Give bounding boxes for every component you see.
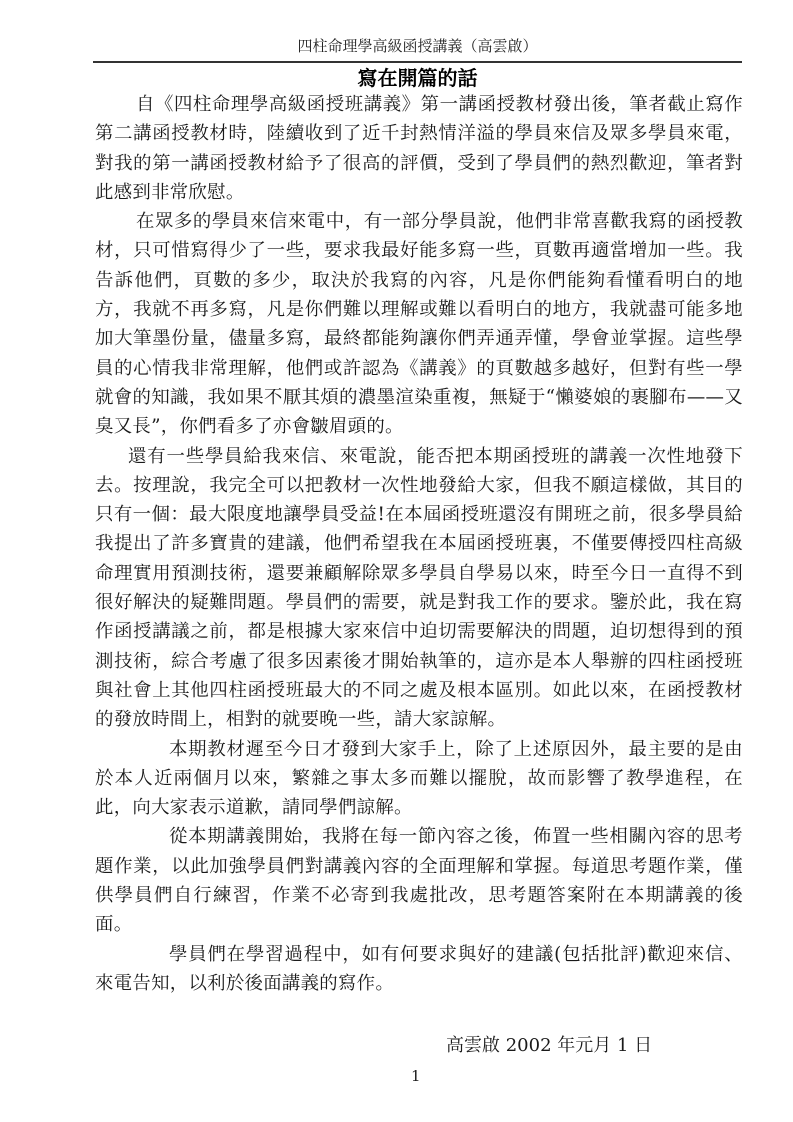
paragraph-2: 在眾多的學員來信來電中，有一部分學員說，他們非常喜歡我寫的函授教材，只可惜寫得少了一些，要求我最好能多寫一些，頁數再適當增加一些。我告訴他們，頁數的多少，取決於我寫的內容，凡是你們能夠看懂看明白的地方，我就不再多寫，凡是你們難以理解或難以看明白的地方，我就盡可能多地加大筆墨份量，儘量多寫，最終都能夠讓你們弄通弄懂，學會並掌握。這些學員的心情我非常理解，他們或許認為《講義》的頁數越多越好，但對有些一學就會的知識，我如果不厭其煩的濃墨渲染重複，無疑于“懶婆娘的裹腳布——又臭又長”，你們看多了亦會皺眉頭的。 xyxy=(95,211,743,438)
paragraph-5: 從本期講義開始，我將在每一節內容之後，佈置一些相關內容的思考題作業，以此加強學員們對講義內容的全面理解和掌握。每道思考題作業，僅供學員們自行練習，作業不必寄到我處批改，思考題答案附在本期講義的後面。 xyxy=(95,826,743,936)
signature-date: 高雲啟 2002 年元月 1 日 xyxy=(446,1035,653,1056)
header-rule xyxy=(93,61,742,63)
document-body xyxy=(95,90,743,998)
page-number: 1 xyxy=(411,1067,421,1085)
paragraph-6: 學員們在學習過程中，如有何要求與好的建議(包括批評)歡迎來信、來電告知，以利於後面講義的寫作。 xyxy=(95,943,743,994)
paragraph-3: 還有一些學員給我來信、來電說，能否把本期函授班的講義一次性地發下去。按理說，我完全可以把教材一次性地發給大家，但我不願這樣做，其目的只有一個：最大限度地讓學員受益!在本屆函授班還沒有開班之前，很多學員給我提出了許多寶貴的建議，他們希望我在本屆函授班裏，不僅要傳授四柱高級命理實用預測技術，還要兼顧解除眾多學員自學易以來，時至今日一直得不到很好解決的疑難問題。學員們的需要，就是對我工作的要求。鑒於此，我在寫作函授講議之前，都是根據大家來信中迫切需要解決的問題，迫切想得到的預測技術，綜合考慮了很多因素後才開始執筆的，這亦是本人舉辦的四柱函授班與社會上其他四柱函授班最大的不同之處及根本區別。如此以來，在函授教材的發放時間上，相對的就要晚一些，請大家諒解。 xyxy=(95,445,743,731)
document-title: 寫在開篇的話 xyxy=(357,66,478,90)
running-header: 四柱命理學高級函授講義（高雲啟） xyxy=(297,37,538,55)
paragraph-1: 自《四柱命理學高級函授班講義》第一講函授教材發出後，筆者截止寫作第二講函授教材時，陸續收到了近千封熱情洋溢的學員來信及眾多學員來電，對我的第一講函授教材給予了很高的評價，受到了學員們的熱烈歡迎，筆者對此感到非常欣慰。 xyxy=(95,94,743,203)
paragraph-4: 本期教材遲至今日才發到大家手上，除了上述原因外，最主要的是由於本人近兩個月以來，繁雜之事太多而難以擺脫，故而影響了教學進程，在此，向大家表示道歉，請同學們諒解。 xyxy=(95,738,743,819)
